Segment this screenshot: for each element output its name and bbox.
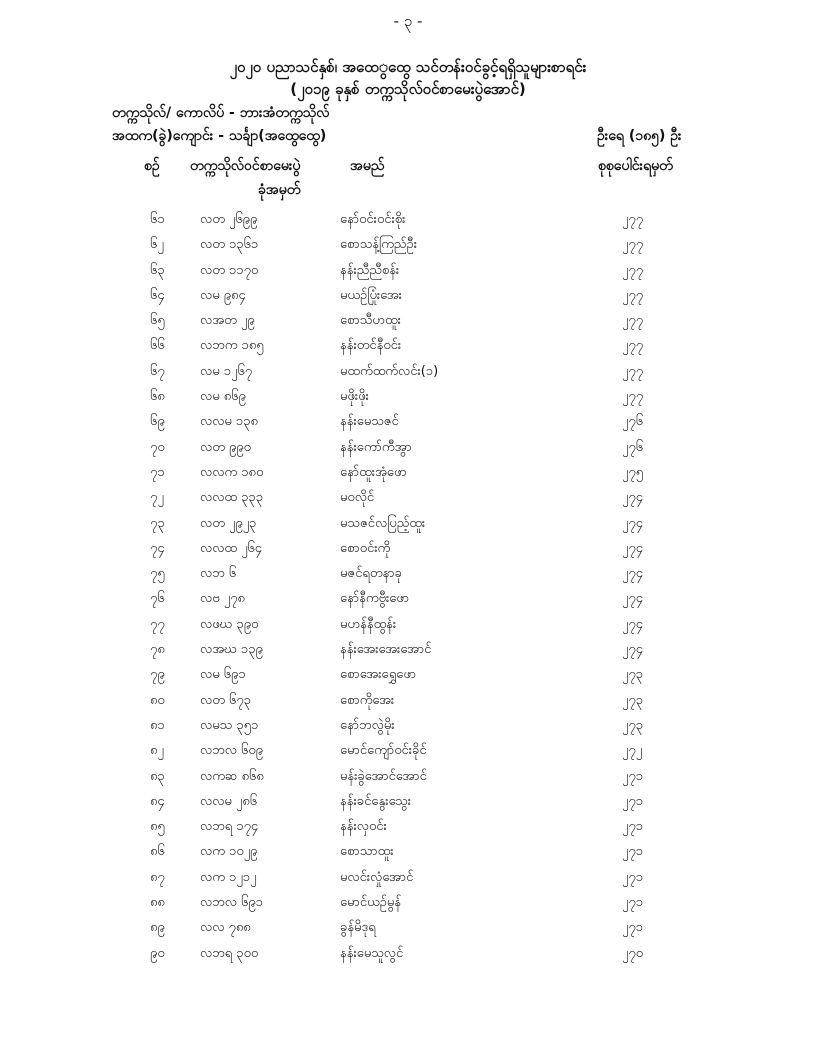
row-number: ၇၅ bbox=[150, 566, 165, 582]
roll-number: လမ ၉၈၄ bbox=[200, 287, 246, 303]
results-table bbox=[0, 207, 816, 966]
roll-number: လမ ၈၆၉ bbox=[200, 389, 246, 405]
roll-number: လဗ ၂၇၈ bbox=[200, 591, 245, 607]
student-name: စောကိုအေး bbox=[340, 692, 395, 708]
roll-number: လမသ ၃၅၁ bbox=[200, 717, 259, 733]
table-row bbox=[0, 738, 816, 763]
table-row bbox=[0, 258, 816, 283]
roll-number: လဘက ၁၈၅ bbox=[200, 338, 264, 354]
student-name: စောသာထူး bbox=[340, 844, 394, 860]
roll-number: လတ ၁၁၇၀ bbox=[200, 262, 259, 278]
roll-number: လလ ၇၈၈ bbox=[200, 920, 251, 936]
row-number: ၈၈ bbox=[150, 895, 165, 911]
roll-number: လမ ၁၂၆၇ bbox=[200, 363, 253, 379]
row-number: ၆၅ bbox=[150, 313, 165, 329]
total-marks: ၂၇၁ bbox=[622, 869, 644, 885]
total-marks: ၂၇၄ bbox=[622, 616, 644, 632]
row-number: ၆၂ bbox=[150, 237, 164, 253]
total-marks: ၂၇၄ bbox=[622, 515, 644, 531]
row-number: ၇၉ bbox=[150, 667, 165, 683]
row-number: ၈၉ bbox=[150, 920, 165, 936]
row-number: ၇၇ bbox=[150, 616, 165, 632]
row-number: ၇၂ bbox=[150, 490, 164, 506]
school-line: အထက(ခွဲ)ကျောင်း - သင်္ချာ(အထွေထွေ) bbox=[112, 128, 327, 144]
row-number: ၈၃ bbox=[150, 768, 165, 784]
page-number: - ၃ - bbox=[393, 12, 423, 30]
roll-number: လတ ၁၃၆၁ bbox=[200, 237, 259, 253]
total-marks: ၂၇၇ bbox=[622, 363, 644, 379]
table-row bbox=[0, 586, 816, 611]
table-row bbox=[0, 536, 816, 561]
total-marks: ၂၇၃ bbox=[622, 692, 644, 708]
row-number: ၈၂ bbox=[150, 743, 164, 759]
table-row bbox=[0, 359, 816, 384]
roll-number: လကဆ ၈၆၈ bbox=[200, 768, 264, 784]
total-marks: ၂၇၁ bbox=[622, 895, 644, 911]
roll-number: လလက ၁၈၀ bbox=[200, 464, 264, 480]
total-marks: ၂၇၇ bbox=[622, 237, 644, 253]
table-row bbox=[0, 333, 816, 358]
total-marks: ၂၇၇ bbox=[622, 212, 644, 227]
header-no: စဉ် bbox=[144, 158, 160, 174]
total-marks: ၂၇၅ bbox=[622, 464, 644, 480]
row-number: ၆၇ bbox=[150, 363, 165, 379]
document-subtitle: (၂၀၁၉ ခုနှစ် တက္ကသိုလ်ဝင်စာမေးပွဲအောင်) bbox=[290, 80, 526, 98]
table-row bbox=[0, 232, 816, 257]
student-name: နော်ဝင်းဝင်းစိုး bbox=[340, 212, 406, 227]
row-number: ၇၀ bbox=[150, 439, 165, 455]
header-roll-line2: ခုံအမှတ် bbox=[258, 182, 301, 198]
row-number: ၈၅ bbox=[150, 819, 165, 835]
roll-number: လက ၁၀၂၉ bbox=[200, 844, 258, 860]
total-marks: ၂၇၁ bbox=[622, 819, 644, 835]
student-name: စောအေးရွှေဖော bbox=[340, 667, 417, 683]
student-name: မထက်ထက်လင်း(၁) bbox=[340, 363, 439, 379]
table-row bbox=[0, 839, 816, 864]
total-marks: ၂၇၂ bbox=[622, 743, 643, 759]
total-marks: ၂၇၃ bbox=[622, 717, 644, 733]
student-name: မောင်ယဉ်မွန် bbox=[340, 895, 402, 911]
roll-number: လလမ ၁၃၈ bbox=[200, 414, 258, 430]
student-name: နန်းကော်ကီအွာ bbox=[340, 439, 412, 455]
row-number: ၉၀ bbox=[150, 945, 165, 961]
table-row bbox=[0, 460, 816, 485]
student-name: စောသီဟထူး bbox=[340, 313, 401, 329]
total-marks: ၂၇၄ bbox=[622, 540, 644, 556]
roll-number: လဘလ ၆၀၉ bbox=[200, 743, 263, 759]
student-name: နန်းမေသဇင် bbox=[340, 414, 399, 430]
table-row bbox=[0, 435, 816, 460]
total-marks: ၂၇၆ bbox=[622, 414, 644, 430]
student-count: ဦးရေ (၁၈၅) ဦး bbox=[597, 128, 682, 144]
university-line: တက္ကသိုလ်/ ကောလိပ် - ဘားအံတက္ကသိုလ် bbox=[112, 105, 330, 121]
row-number: ၆၈ bbox=[150, 389, 165, 405]
roll-number: လလထ ၂၆၄ bbox=[200, 540, 263, 556]
total-marks: ၂၇၇ bbox=[622, 262, 644, 278]
total-marks: ၂၇၄ bbox=[622, 642, 644, 658]
total-marks: ၂၇၀ bbox=[622, 945, 644, 961]
roll-number: လတ ၆၇၃ bbox=[200, 692, 251, 708]
row-number: ၇၄ bbox=[150, 540, 165, 556]
student-name: စောဝင်းကို bbox=[340, 540, 391, 556]
table-row bbox=[0, 612, 816, 637]
table-row bbox=[0, 207, 816, 232]
roll-number: လဘရ ၁၇၄ bbox=[200, 819, 259, 835]
total-marks: ၂၇၄ bbox=[622, 490, 644, 506]
total-marks: ၂၇၄ bbox=[622, 591, 644, 607]
student-name: နော်ထူးအုံဖော bbox=[340, 464, 407, 480]
student-name: မယဉ်ပြုံးအေး bbox=[340, 287, 402, 303]
roll-number: လဘရ ၃၀၀ bbox=[200, 945, 259, 961]
student-name: နော်နီကဗွီးဖော bbox=[340, 591, 410, 607]
table-row bbox=[0, 485, 816, 510]
student-name: နန်းတင်နီဝင်း bbox=[340, 338, 402, 354]
table-row bbox=[0, 283, 816, 308]
student-name: မဝလိုင် bbox=[340, 490, 375, 506]
roll-number: လဖဃ ၃၉၀ bbox=[200, 616, 259, 632]
roll-number: လမ ၆၉၁ bbox=[200, 667, 246, 683]
roll-number: လလထ ၃၃၃ bbox=[200, 490, 264, 506]
total-marks: ၂၇၇ bbox=[622, 389, 644, 405]
table-row bbox=[0, 713, 816, 738]
student-name: မဖိုးဖိုး bbox=[340, 389, 369, 405]
roll-number: လအဃ ၁၃၉ bbox=[200, 642, 263, 658]
total-marks: ၂၇၁ bbox=[622, 920, 644, 936]
table-row bbox=[0, 384, 816, 409]
row-number: ၆၁ bbox=[150, 212, 165, 227]
roll-number: လတ ၂၆၉၉ bbox=[200, 212, 258, 227]
total-marks: ၂၇၆ bbox=[622, 439, 644, 455]
student-name: ခွန်မိဒုရ bbox=[340, 920, 376, 936]
row-number: ၇၁ bbox=[150, 464, 165, 480]
table-row bbox=[0, 814, 816, 839]
student-name: နန်းညီညီစန်း bbox=[340, 262, 400, 278]
header-name: အမည် bbox=[350, 158, 385, 174]
table-row bbox=[0, 941, 816, 966]
roll-number: လက ၁၂၁၂ bbox=[200, 869, 257, 885]
student-name: မသဇင်လပြည့်ထူး bbox=[340, 515, 426, 531]
table-row bbox=[0, 511, 816, 536]
roll-number: လတ ၂၉၂၃ bbox=[200, 515, 257, 531]
roll-number: လဘလ ၆၉၁ bbox=[200, 895, 263, 911]
student-name: နန်းလှဝင်း bbox=[340, 819, 387, 835]
row-number: ၆၉ bbox=[150, 414, 165, 430]
student-name: နန်းအေးအေးအောင် bbox=[340, 642, 432, 658]
roll-number: လလမ ၂၈၆ bbox=[200, 793, 258, 809]
roll-number: လတ ၉၉၀ bbox=[200, 439, 251, 455]
table-row bbox=[0, 662, 816, 687]
row-number: ၈၀ bbox=[150, 692, 165, 708]
row-number: ၇၆ bbox=[150, 591, 165, 607]
row-number: ၈၇ bbox=[150, 869, 165, 885]
row-number: ၆၄ bbox=[150, 287, 165, 303]
table-row bbox=[0, 308, 816, 333]
header-roll: တက္ကသိုလ်ဝင်စာမေးပွဲ bbox=[190, 158, 301, 174]
total-marks: ၂၇၇ bbox=[622, 313, 644, 329]
document-title: ၂၀၂၀ ပညာသင်နှစ်၊ အထေွထွေ သင်တန်းဝင်ခွင့်ရရှိသူများစာရင်း bbox=[229, 58, 587, 76]
total-marks: ၂၇၁ bbox=[622, 768, 644, 784]
row-number: ၆၆ bbox=[150, 338, 165, 354]
student-name: မလင်းလှုံအောင် bbox=[340, 869, 414, 885]
total-marks: ၂၇၁ bbox=[622, 793, 644, 809]
row-number: ၈၆ bbox=[150, 844, 165, 860]
row-number: ၇၃ bbox=[150, 515, 165, 531]
student-name: နန်းမေသူလွင် bbox=[340, 945, 404, 961]
total-marks: ၂၇၇ bbox=[622, 287, 644, 303]
total-marks: ၂၇၃ bbox=[622, 667, 644, 683]
header-marks: စုစုပေါင်းရမှတ် bbox=[598, 158, 673, 174]
student-name: မဟန်နီထွန်း bbox=[340, 616, 397, 632]
total-marks: ၂၇၄ bbox=[622, 566, 644, 582]
student-name: မန်းခွဲအောင်အောင် bbox=[340, 768, 427, 784]
table-row bbox=[0, 561, 816, 586]
student-name: နန်းခင်နွေးသွေး bbox=[340, 793, 412, 809]
table-row bbox=[0, 915, 816, 940]
table-row bbox=[0, 409, 816, 434]
student-name: မဇင်ရတနာခု bbox=[340, 566, 402, 582]
table-row bbox=[0, 865, 816, 890]
row-number: ၈၄ bbox=[150, 793, 165, 809]
table-row bbox=[0, 764, 816, 789]
table-row bbox=[0, 688, 816, 713]
row-number: ၈၁ bbox=[150, 717, 165, 733]
student-name: မောင်ကျော်ဝင်းခိုင် bbox=[340, 743, 427, 759]
roll-number: လအတ ၂၉ bbox=[200, 313, 255, 329]
student-name: နော်ဘလွဲမိုး bbox=[340, 717, 395, 733]
total-marks: ၂၇၁ bbox=[622, 844, 644, 860]
table-row bbox=[0, 890, 816, 915]
table-row bbox=[0, 637, 816, 662]
roll-number: လဘ ၆ bbox=[200, 566, 237, 582]
row-number: ၆၃ bbox=[150, 262, 165, 278]
total-marks: ၂၇၇ bbox=[622, 338, 644, 354]
table-row bbox=[0, 789, 816, 814]
row-number: ၇၈ bbox=[150, 642, 165, 658]
student-name: စောသန့်ကြည်ဦး bbox=[340, 237, 417, 253]
